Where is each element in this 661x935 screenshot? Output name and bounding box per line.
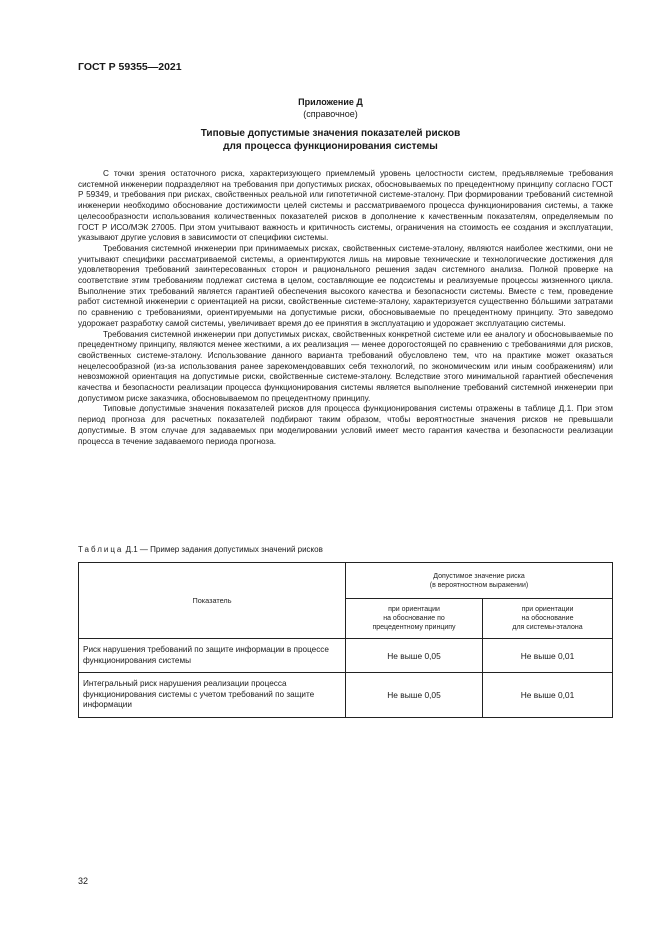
document-header: ГОСТ Р 59355—2021 — [78, 61, 182, 73]
page-number: 32 — [78, 876, 89, 886]
table-caption-prefix: Таблица — [78, 545, 124, 554]
row-value-precedent: Не выше 0,05 — [346, 673, 483, 718]
row-label: Интегральный риск нарушения реализации процесса функционирования системы с учетом требований по защите информации — [79, 673, 346, 718]
paragraph-1: С точки зрения остаточного риска, характеризующего приемлемый уровень целостности систем, предъявляемые требования системной инженерии подразделяют на требования при допустимых рисках, обосновываемых по прецедентному принципу согласно ГОСТ Р 59349, и требования при рисках, свойственных реальной или гипотетичной системе-эталону. При формировании требований системной инженерии необходимо обоснование достижимости целей системы и рассматриваемого процесса функционирования системы, а также целесообразности использования количественных показателей рисков в дополнение к качественным показателям, определяемым по ГОСТ Р ИСО/МЭК 27005. При этом учитывают важность и критичность системы, ограничения на стоимость ее создания и эксплуатации, указывают другие условия в зависимости от специфики системы. — [78, 169, 613, 243]
header-reference-system: при ориентации на обоснование для системы-эталона — [483, 599, 613, 639]
row-value-reference: Не выше 0,01 — [483, 639, 613, 673]
table-row — [79, 673, 613, 718]
body-text — [78, 169, 613, 447]
row-value-reference: Не выше 0,01 — [483, 673, 613, 718]
row-label: Риск нарушения требований по защите информации в процессе функционирования системы — [79, 639, 346, 673]
appendix-title: Приложение Д — [298, 97, 363, 107]
header-allowed-value: Допустимое значение риска (в вероятностном выражении) — [346, 563, 613, 599]
appendix-subtitle: (справочное) — [303, 109, 358, 119]
header-precedent: при ориентации на обоснование по прецедентному принципу — [346, 599, 483, 639]
section-title — [0, 127, 661, 153]
section-title-line2: для процесса функционирования системы — [223, 141, 438, 152]
table-caption-text: Д.1 — Пример задания допустимых значений рисков — [125, 545, 323, 554]
risk-table — [78, 562, 613, 718]
paragraph-3: Требования системной инженерии при допустимых рисках, свойственных конкретной системе или ее аналогу и обосновываемые по прецедентному принципу, являются менее жесткими, а их реализация — менее дорогостоящей по сравнению с требованиями для рисков, свойственных системе-эталону. Использование данного варианта требований обусловлено тем, что на практике может оказаться нецелесообразной (из-за использования ранее зарекомендовавших себя технологий, по экономическим или иным соображениям) или невозможной ориентация на допустимые риски, свойственные системе-эталону. Вследствие этого минимальной гарантией обеспечения качества и безопасности реализации процесса функционирования системы является выполнение требований системной инженерии при допустимом риске заказчика, обосновываемом по прецедентному принципу. — [78, 329, 613, 403]
header-indicator: Показатель — [79, 563, 346, 639]
row-value-precedent: Не выше 0,05 — [346, 639, 483, 673]
paragraph-4: Типовые допустимые значения показателей рисков для процесса функционирования системы отражены в таблице Д.1. При этом период прогноза для расчетных показателей подбирают таким образом, чтобы вероятностные значения рисков не превышали допустимые. В этом случае для задаваемых при моделировании условий имеет место гарантия качества и безопасности реализации процесса в течение задаваемого периода прогноза. — [78, 404, 613, 446]
table-caption — [78, 545, 323, 554]
paragraph-2: Требования системной инженерии при принимаемых рисках, свойственных системе-эталону, являются наиболее жесткими, они не учитывают специфики рассматриваемой системы, а ориентируются лишь на мировые технические и технологические достижения для удовлетворения требований заинтересованных сторон и рационального решения задач системного анализа. Полной проверке на соответствие этим требованиям подлежат система в целом, составляющие ее подсистемы и реализуемые процессы жизненного цикла. Выполнение этих требований является гарантией обеспечения высокого качества и безопасности системы. Вместе с тем, проведение работ системной инженерии с ориентацией на риски, свойственные системе-эталону, характеризуется существенно бо́льшими затратами по сравнению с требованиями, ориентируемыми на допустимые риски, обосновываемые по прецедентному принципу. Это заведомо удорожает разработку самой системы, увеличивает время до ее принятия в эксплуатацию и удорожает эксплуатацию системы. — [78, 243, 613, 328]
section-title-line1: Типовые допустимые значения показателей рисков — [200, 128, 461, 139]
table-row — [79, 639, 613, 673]
appendix-block — [0, 96, 661, 120]
